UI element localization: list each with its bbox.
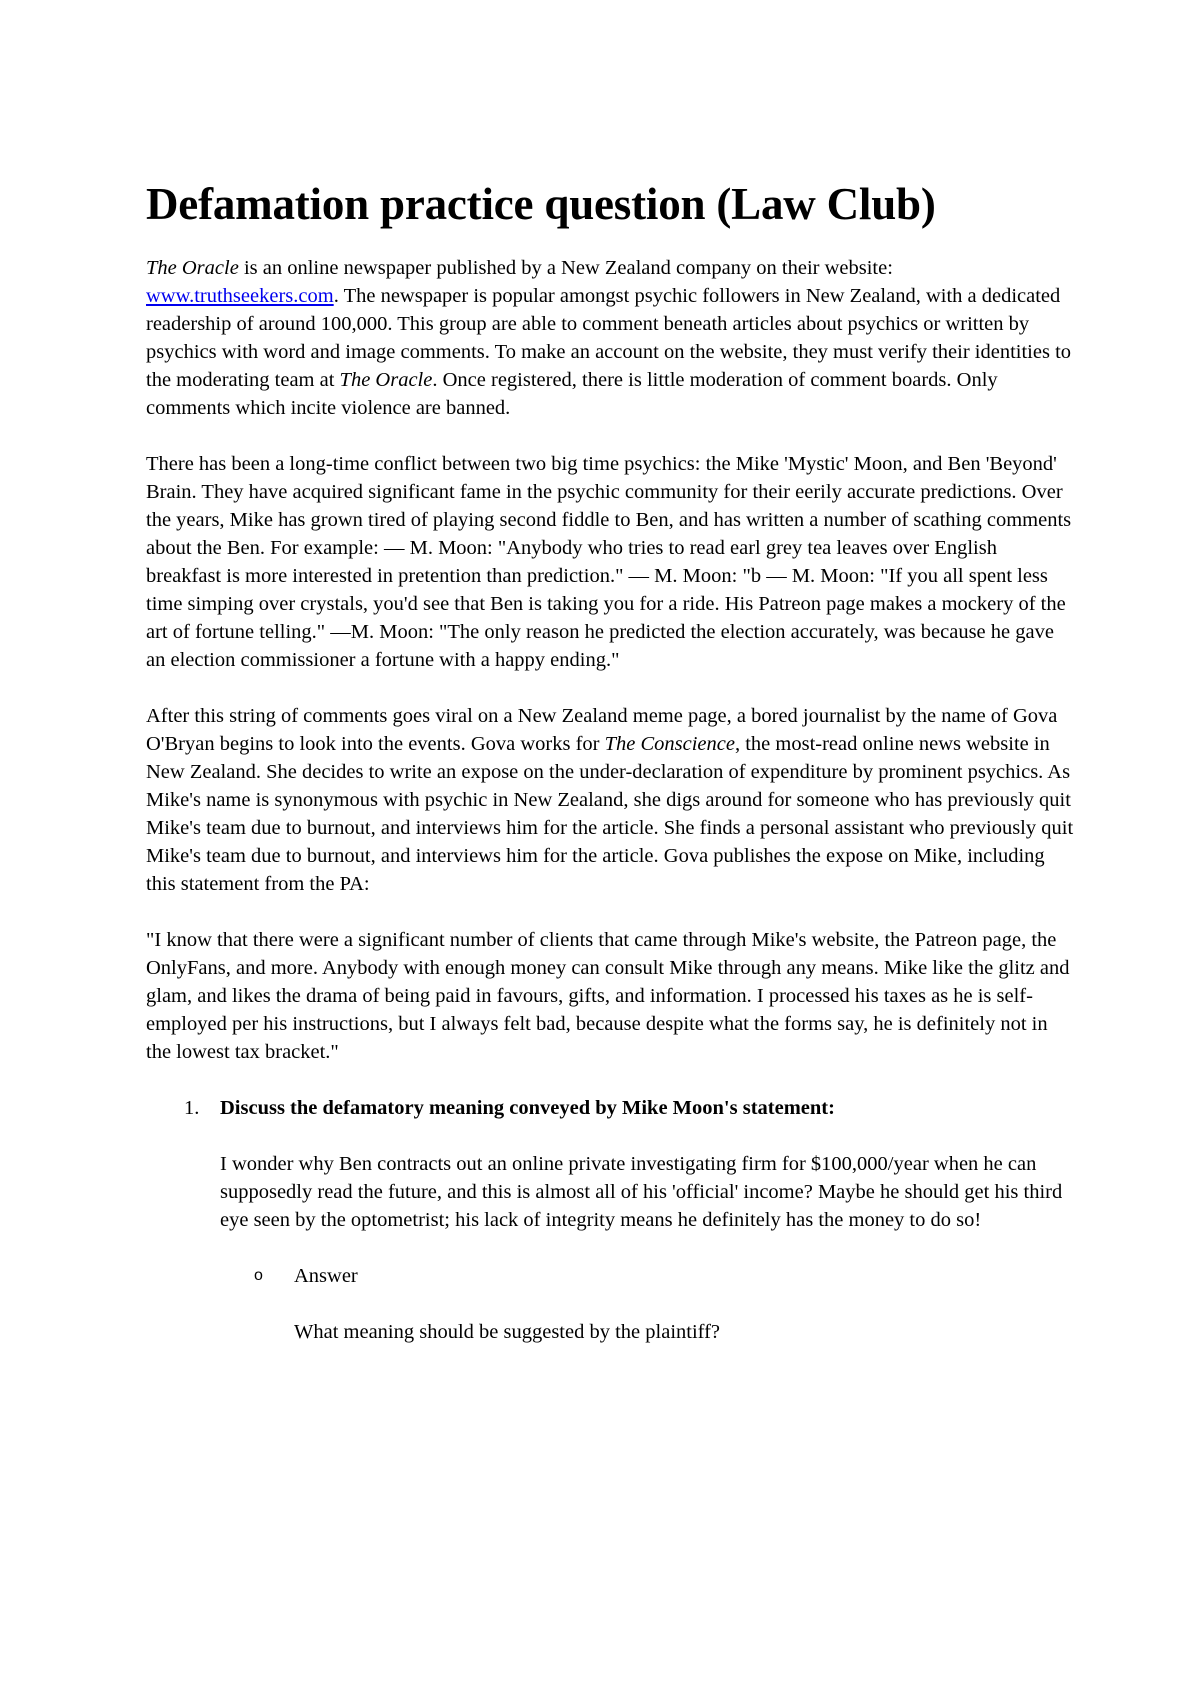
- document-title: Defamation practice question (Law Club): [146, 179, 936, 229]
- answer-list: [220, 1262, 1076, 1346]
- pa-quote-paragraph: "I know that there were a significant number of clients that came through Mike's website, the Patreon page, the OnlyFans, and more. Anybody with enough money can consult Mike through any means. Mike like the glitz and glam, and likes the drama of being paid in favours, gifts, and information. I processed his taxes as he is self-employed per his instructions, but I always felt bad, because despite what the forms say, he is definitely not in the lowest tax bracket.": [146, 929, 1070, 1063]
- question-title: Discuss the defamatory meaning conveyed by Mike Moon's statement:: [220, 1097, 835, 1119]
- publication-name-2: The Oracle: [339, 369, 433, 391]
- journalist-text-a: After this string of comments goes viral on a New Zealand meme page, a bored journalist by the name of Gova O'Bryan begins to look into the events. Gova works for: [146, 705, 1058, 755]
- intro-text-b: . The newspaper is popular amongst psychic followers in New Zealand, with a dedicated readership of around 100,000. This group are able to comment beneath articles about psychics or written by psychics with word and image comments. To make an account on the website, they must verify their identities to the moderating team at: [146, 285, 1072, 391]
- intro-text-c: . Once registered, there is little moderation of comment boards. Only comments which incite violence are banned.: [146, 369, 998, 419]
- journalist-text-b: , the most-read online news website in New Zealand. She decides to write an expose on the under-declaration of expenditure by prominent psychics. As Mike's name is synonymous with psychic in New Zealand, she digs around for someone who has previously quit Mike's team due to burnout, and interviews him for the article. She finds a personal assistant who previously quit Mike's team due to burnout, and interviews him for the article. Gova publishes the expose on Mike, including this statement from the PA:: [146, 733, 1074, 895]
- answer-prompt: What meaning should be suggested by the plaintiff?: [294, 1321, 721, 1343]
- question-item: [146, 1094, 1076, 1346]
- publication-name: The Oracle: [146, 257, 239, 279]
- intro-text-a: is an online newspaper published by a New Zealand company on their website:: [238, 257, 893, 279]
- answer-label: Answer: [294, 1265, 358, 1287]
- circle-bullet-icon: o: [254, 1267, 263, 1284]
- journalist-paragraph: [146, 702, 1076, 898]
- intro-paragraph: [146, 254, 1076, 422]
- website-link[interactable]: www.truthseekers.com: [146, 285, 334, 307]
- question-statement: I wonder why Ben contracts out an online private investigating firm for $100,000/year when he can supposedly read the future, and this is almost all of his 'official' income? Maybe he should get his third eye seen by the optometrist; his lack of integrity means he definitely has the money to do so!: [220, 1153, 1063, 1231]
- document-content: [146, 176, 1076, 1346]
- conflict-paragraph: There has been a long-time conflict between two big time psychics: the Mike 'Mystic' Moon, and Ben 'Beyond' Brain. They have acquired significant fame in the psychic community for their eerily accurate predictions. Over the years, Mike has grown tired of playing second fiddle to Ben, and has written a number of scathing comments about the Ben. For example: — M. Moon: "Anybody who tries to read earl grey tea leaves over English breakfast is more interested in pretention than prediction." — M. Moon: "b — M. Moon: "If you all spent less time simping over crystals, you'd see that Ben is taking you for a ride. His Patreon page makes a mockery of the art of fortune telling." —M. Moon: "The only reason he predicted the election accurately, was because he gave an election commissioner a fortune with a happy ending.": [146, 453, 1072, 671]
- news-site-name: The Conscience: [604, 733, 735, 755]
- answer-item: [220, 1262, 1076, 1346]
- question-number: 1.: [184, 1097, 200, 1119]
- question-list: [146, 1094, 1076, 1346]
